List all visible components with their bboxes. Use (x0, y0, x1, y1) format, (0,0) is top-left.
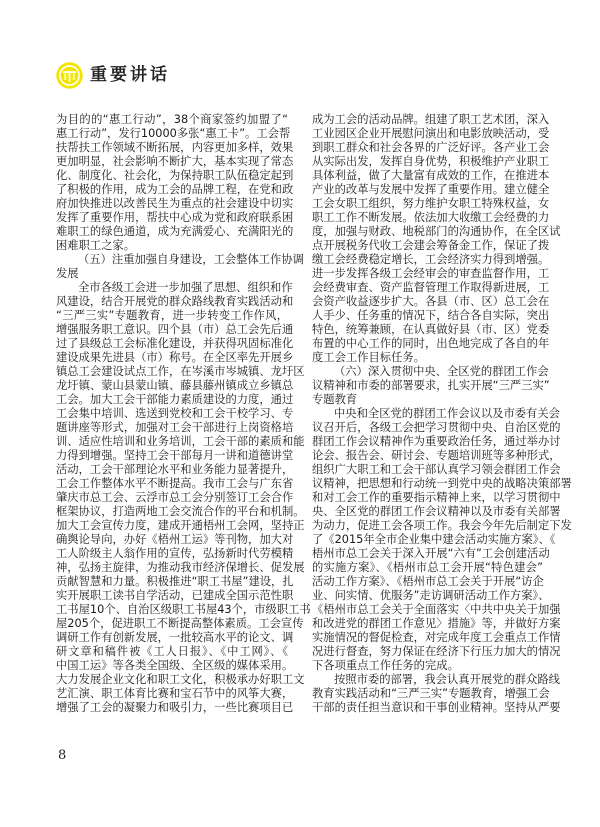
text-line: 艺汇演、职工体育比赛和宝石节中的风筝大赛， (56, 687, 294, 700)
text-line: 中央和全区党的群团工作会议以及市委有关会 (334, 407, 560, 420)
text-line: 镇总工会建设试点工作，在岑溪市岑城镇、龙圩区 (56, 365, 305, 378)
text-line: 困难职工之家。 (56, 239, 136, 252)
text-line: 实开展职工读书自学活动，已建成全国示范性职 (56, 589, 294, 602)
trade-union-logo-icon (56, 62, 83, 89)
text-line: 工会工作整体水平不断提高。我市工会与广东省 (56, 477, 294, 490)
text-line: 进一步发挥各级工会经审会的审查监督作用，工 (312, 267, 550, 280)
text-line: 扶帮扶工作领域不断拓展，内容更加多样，效果 (56, 141, 294, 154)
text-line: 更加明显，社会影响不断扩大，基本实现了常态 (56, 155, 294, 168)
text-line: 央、全区党的群团工作会议精神以及市委有关部署 (312, 505, 561, 518)
text-line: 框架协议，打造两地工会交流合作的平台和机制。 (56, 505, 305, 518)
text-line: 工会集中培训、选送到党校和工会干校学习、专 (56, 407, 294, 420)
text-line: 会资产收益逐步扩大。各县（市、区）总工会在 (312, 295, 550, 308)
page-number: 8 (58, 748, 67, 763)
text-line: 职工工作不断发展。依法加大收缴工会经费的力 (312, 211, 550, 224)
text-line: 活动工作方案》、《梧州市总工会关于开展“访企 (312, 575, 544, 588)
text-line: 群团工作会议精神作为重要政治任务，通过举办讨 (312, 435, 561, 448)
text-line: 工书屋10个、自治区级职工书屋43个，市级职工书 (56, 603, 311, 616)
text-line: 建设成果先进县（市）称号。在全区率先开展乡 (56, 351, 294, 364)
text-line: 具体利益，做了大量富有成效的工作，在推进本 (312, 169, 550, 182)
text-line: 教育实践活动和“三严三实”专题教育，增强工会 (312, 687, 550, 700)
paragraph (312, 673, 561, 715)
text-line: 梧州市总工会关于深入开展“六有”工会创建活动 (312, 547, 550, 560)
text-line: 到职工群众和社会各界的广泛好评。各产业工会 (312, 141, 550, 154)
text-line: 了积极的作用，成为工会的品牌工程，在党和政 (56, 183, 294, 196)
text-line: 度工会工作目标任务。 (312, 351, 425, 364)
text-line: 点开展税务代收工会建会筹备金工作，保证了拨 (312, 239, 550, 252)
text-line: 增强服务职工意识。四个县（市）总工会先后通 (56, 323, 294, 336)
paragraph (56, 113, 294, 253)
text-line: 的实施方案》、《梧州市总工会开展“特色建会” (312, 561, 543, 574)
text-line: 为动力，促进工会各项工作。我会今年先后制定下发 (312, 519, 572, 532)
right-column (312, 113, 572, 715)
text-line: 发展 (56, 267, 79, 280)
text-line: 和对工会工作的重要指示精神上来，以学习贯彻中 (312, 491, 561, 504)
text-line: 了《2015年全市企业集中建会活动实施方案》、《 (312, 533, 556, 546)
text-line: 议召开后，各级工会把学习贯彻中央、自治区党的 (312, 421, 561, 434)
text-line: 工人阶级主人翁作用的宣传，弘扬新时代劳模精 (56, 547, 294, 560)
text-line: 组织广大职工和工会干部认真学习领会群团工作会 (312, 463, 561, 476)
text-line: （五）注重加强自身建设，工会整体工作协调 (78, 253, 304, 266)
text-line: 专题教育 (312, 393, 358, 406)
text-line: 加大工会宣传力度，建成开通梧州工会网，坚持正 (56, 519, 305, 532)
text-line: 况进行督查，努力保证在经济下行压力加大的情况 (312, 645, 561, 658)
text-line: 龙圩镇、蒙山县蒙山镇、藤县藤州镇成立乡镇总 (56, 379, 294, 392)
text-line: 力得到增强。坚持工会干部每月一讲和道德讲堂 (56, 449, 294, 462)
text-line: 按照市委的部署，我会认真开展党的群众路线 (334, 673, 560, 686)
text-line: 实施情况的督促检查，对完成年度工会重点工作情 (312, 631, 561, 644)
text-line: 过了县级总工会标准化建设，并获得巩固标准化 (56, 337, 294, 350)
text-line: 缴工会经费稳定增长，工会经济实力得到增强。 (312, 253, 550, 266)
left-column (56, 113, 311, 715)
text-line: 会经费审查、资产监督管理工作取得新进展，工 (312, 281, 550, 294)
text-line: 产业的改革与发展中发挥了重要作用。建立健全 (312, 183, 550, 196)
text-line: “三严三实”专题教育，进一步转变工作作风， (56, 309, 288, 322)
text-line: 干部的责任担当意识和干事创业精神。坚持从严要 (312, 701, 561, 714)
text-line: 《梧州市总工会关于全面落实〈中共中央关于加强 (312, 603, 561, 616)
text-line: 府加快推进以改善民生为重点的社会建设中切实 (56, 197, 294, 210)
text-line: 工会。加大工会干部能力素质建设的力度，通过 (56, 393, 294, 406)
section-heading (56, 253, 304, 281)
text-line: 题讲座等形式，加强对工会干部进行上岗资格培 (56, 421, 294, 434)
text-line: 从实际出发，发挥自身优势，积极维护产业职工 (312, 155, 550, 168)
text-line: 议精神，把思想和行动统一到党中央的战略决策部署 (312, 477, 572, 490)
text-line: 度，加强与财政、地税部门的沟通协作，在全区试 (312, 225, 561, 238)
section-heading (312, 365, 550, 407)
paragraph (312, 407, 572, 673)
text-line: 大力发展企业文化和职工文化，积极承办好职工文 (56, 673, 305, 686)
text-line: 难职工的绿色通道，成为充满爱心、充满阳光的 (56, 225, 294, 238)
text-line: 肇庆市总工会、云浮市总工会分别签订工会合作 (56, 491, 294, 504)
text-line: 化、制度化、社会化，为保持职工队伍稳定起到 (56, 169, 294, 182)
text-line: 惠工行动”，发行10000多张“惠工卡”。工会帮 (56, 127, 291, 140)
text-line: 确舆论导向，办好《梧州工运》等刊物，加大对 (56, 533, 294, 546)
text-line: 业、问实情、优服务”走访调研活动工作方案》、 (312, 589, 550, 602)
text-line: 和改进党的群团工作意见〉措施》等，并做好方案 (312, 617, 561, 630)
paragraph (312, 113, 561, 365)
text-line: 下各项重点工作任务的完成。 (312, 659, 459, 672)
text-line: 中国工运》等各类全国级、全区级的媒体采用。 (56, 659, 294, 672)
text-line: 神，弘扬主旋律，为推动我市经济保增长、促发展 (56, 561, 305, 574)
text-line: 人手少、任务重的情况下，结合各自实际，突出 (312, 309, 550, 322)
text-line: 布置的中心工作的同时，出色地完成了各自的年 (312, 337, 550, 350)
text-line: 研文章和稿件被《工人日报》、《中工网》、《 (56, 645, 288, 658)
text-line: 屋205个，促进职工不断提高整体素质。工会宣传 (56, 617, 304, 630)
text-line: 调研工作有创新发展，一批较高水平的论文、调 (56, 631, 294, 644)
text-line: 活动，工会干部理论水平和业务能力显著提升， (56, 463, 294, 476)
text-line: 全市各级工会进一步加强了思想、组织和作 (78, 281, 293, 294)
text-line: 成为工会的活动品牌。组建了职工艺术团，深入 (312, 113, 550, 126)
text-line: 工业园区企业开展慰问演出和电影放映活动，受 (312, 127, 550, 140)
section-header (56, 62, 170, 89)
text-line: 议精神和市委的部署要求，扎实开展“三严三实” (312, 379, 550, 392)
text-line: 发挥了重要作用，帮扶中心成为党和政府联系困 (56, 211, 294, 224)
paragraph (56, 281, 311, 715)
text-line: 论会、报告会、研讨会、专题培训班等多种形式， (312, 449, 561, 462)
text-line: 贡献智慧和力量。积极推进“职工书屋”建设，扎 (56, 575, 294, 588)
text-line: 特色，统筹兼顾，在认真做好县（市、区）党委 (312, 323, 550, 336)
text-line: 增强了工会的凝聚力和吸引力，一些比赛项目已 (56, 701, 294, 714)
text-line: 工会女职工组织，努力维护女职工特殊权益，女 (312, 197, 550, 210)
text-line: 为目的的“惠工行动”，38个商家签约加盟了“ (56, 113, 288, 126)
section-title: 重要讲话 (90, 65, 170, 85)
text-line: 风建设，结合开展党的群众路线教育实践活动和 (56, 295, 294, 308)
text-line: （六）深入贯彻中央、全区党的群团工作会 (334, 365, 549, 378)
text-line: 训、适应性培训和业务培训，工会干部的素质和能 (56, 435, 305, 448)
